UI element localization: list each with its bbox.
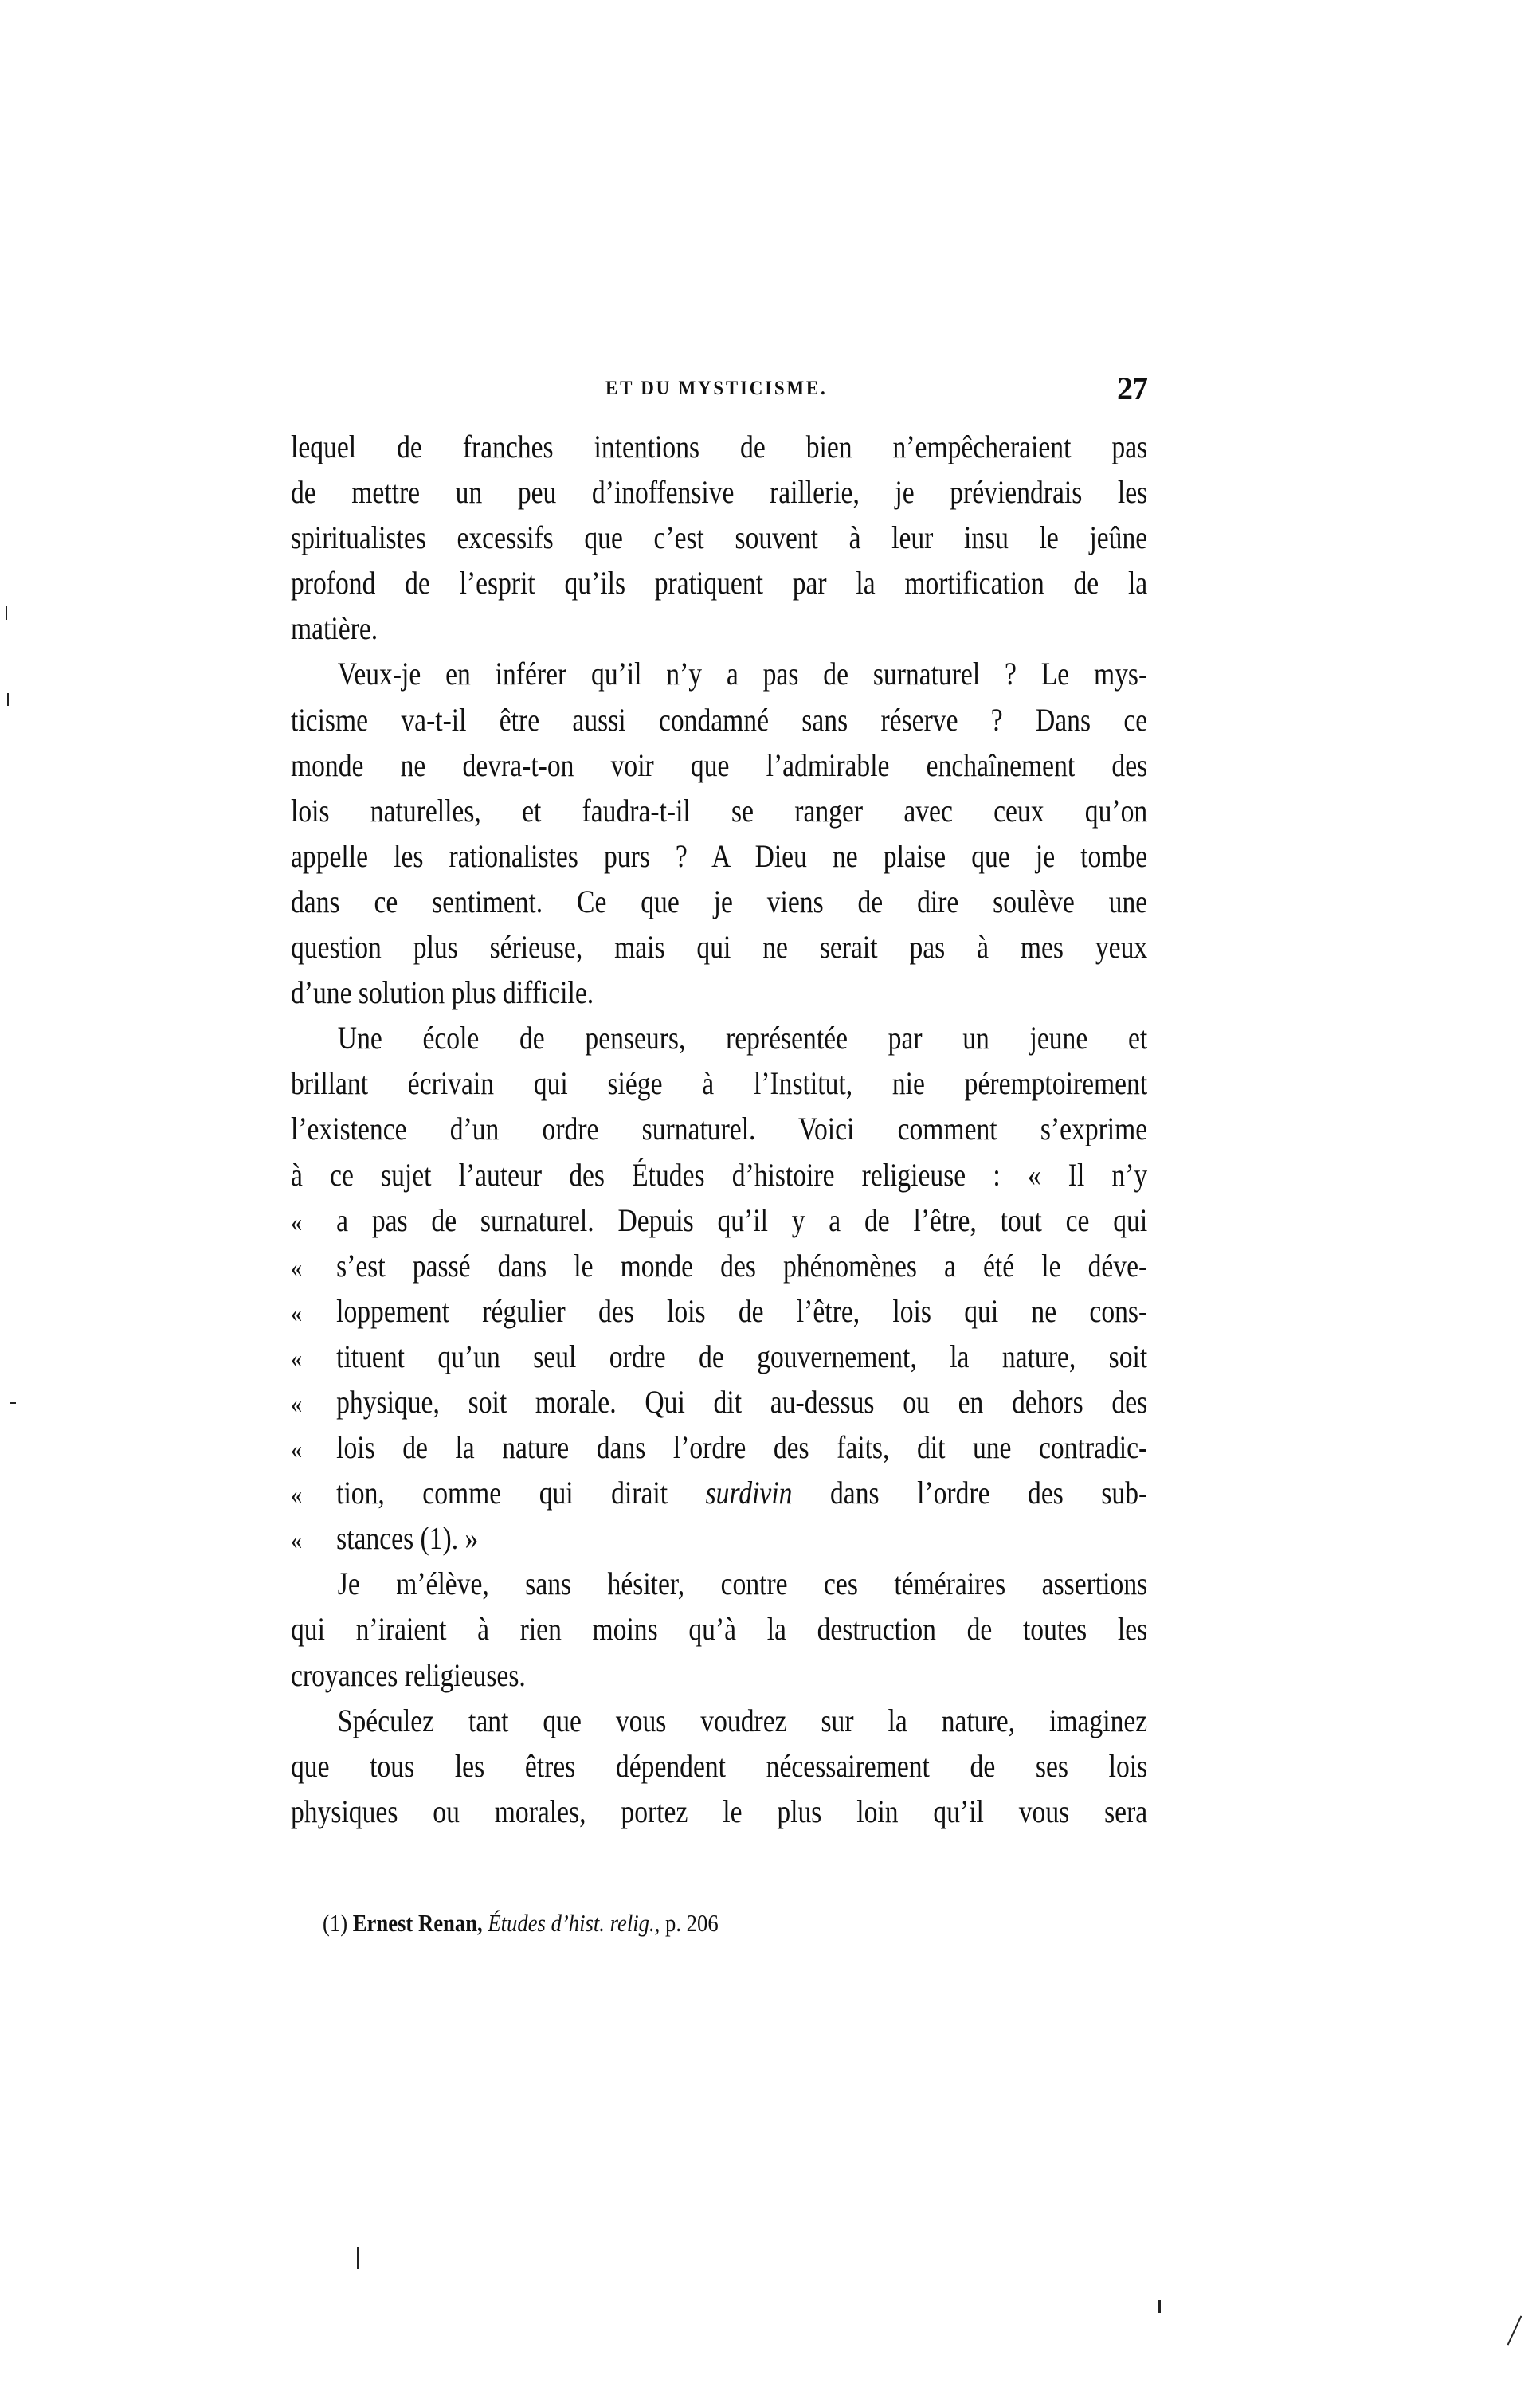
quoted-text-after: dans l’ordre des sub- (792, 1475, 1148, 1511)
running-head (291, 370, 1147, 408)
text-line: Une école de penseurs, représentée par un jeune et (337, 1020, 1148, 1056)
text-line: brillant écrivain qui siége à l’Institut, nie péremptoirement (291, 1065, 1148, 1102)
page-number: 27 (1117, 370, 1147, 406)
text-line: de mettre un peu d’inoffensive raillerie, je préviendrais les (291, 474, 1148, 511)
text-line: dans ce sentiment. Ce que je viens de dire soulève une (291, 883, 1148, 919)
quoted-text: physique, soit morale. Qui dit au-dessus ou en dehors des (336, 1383, 1148, 1420)
text-line: physiques ou morales, portez le plus loin qu’il vous sera (291, 1793, 1148, 1829)
text-line: Veux-je en inférer qu’il n’y a pas de surnaturel ? Le mys- (337, 656, 1148, 692)
quoted-line (291, 1288, 1147, 1334)
text-line: profond de l’esprit qu’ils pratiquent par la mortification de la (291, 565, 1148, 602)
block-quotation (291, 1197, 1147, 1562)
footnote-work-title: Études d’hist. relig., (488, 1909, 660, 1937)
text-line: Spéculez tant que vous voudrez sur la nature, imaginez (337, 1702, 1148, 1738)
paragraph (291, 1561, 1147, 1697)
scan-speck (7, 693, 9, 706)
paragraph (291, 1698, 1147, 1834)
quoted-line (291, 1379, 1147, 1425)
guillemet-mark: « (291, 1526, 303, 1556)
quoted-line (291, 1243, 1147, 1288)
italic-term: surdivin (705, 1475, 793, 1511)
quoted-text (336, 1470, 1147, 1515)
text-line: croyances religieuses. (291, 1656, 526, 1693)
text-line: lequel de franches intentions de bien n’empêcheraient pas (291, 429, 1148, 464)
scan-speck (6, 606, 7, 620)
guillemet-mark: « (291, 1435, 303, 1465)
scan-speck (357, 2247, 359, 2269)
guillemet-mark: « (291, 1389, 303, 1419)
text-line: spiritualistes excessifs que c’est souvent à leur insu le jeûne (291, 519, 1148, 556)
scan-speck (1507, 2315, 1522, 2345)
text-line: Je m’élève, sans hésiter, contre ces téméraires assertions (337, 1566, 1148, 1602)
text-line: à ce sujet l’auteur des Études d’histoire religieuse : « Il n’y (291, 1156, 1148, 1193)
guillemet-mark: « (291, 1252, 303, 1283)
paragraph (291, 424, 1147, 651)
text-line: question plus sérieuse, mais qui ne serait pas à mes yeux (291, 929, 1148, 966)
text-line: d’une solution plus difficile. (291, 974, 594, 1011)
quoted-text: tituent qu’un seul ordre de gouvernement, la nature, soit (336, 1338, 1148, 1374)
quoted-line (291, 1425, 1147, 1470)
text-line: matière. (291, 610, 378, 647)
footnote-marker: (1) (323, 1909, 348, 1937)
paragraph (291, 651, 1147, 1015)
text-line: lois naturelles, et faudra-t-il se ranger avec ceux qu’on (291, 792, 1148, 829)
quoted-text: a pas de surnaturel. Depuis qu’il y a de l’être, tout ce qui (336, 1201, 1148, 1238)
guillemet-mark: « (291, 1480, 303, 1511)
running-title: ET DU MYSTICISME. (605, 378, 828, 399)
quoted-text: s’est passé dans le monde des phénomènes a été le déve- (336, 1247, 1148, 1284)
scan-speck (1158, 2300, 1161, 2313)
quoted-text: stances (1). » (336, 1520, 479, 1557)
guillemet-mark: « (291, 1343, 303, 1374)
quoted-text: loppement régulier des lois de l’être, lois qui ne cons- (336, 1292, 1148, 1329)
footnote-page: p. 206 (665, 1909, 719, 1937)
text-line: que tous les êtres dépendent nécessairement de ses lois (291, 1747, 1148, 1784)
footnote (323, 1909, 719, 1938)
footnote-author: Ernest Renan, (352, 1909, 483, 1937)
paragraph (291, 1015, 1147, 1197)
quoted-line (291, 1197, 1147, 1243)
text-line: monde ne devra-t-on voir que l’admirable enchaînement des (291, 747, 1148, 783)
body-text (291, 424, 1147, 1834)
guillemet-mark: « (291, 1207, 303, 1237)
quoted-text: lois de la nature dans l’ordre des faits, dit une contradic- (336, 1429, 1148, 1466)
quoted-line (291, 1515, 1147, 1561)
text-line: l’existence d’un ordre surnaturel. Voici comment s’exprime (291, 1111, 1148, 1147)
scan-speck (10, 1402, 16, 1404)
quoted-text-before: tion, comme qui dirait (336, 1475, 706, 1511)
guillemet-mark: « (291, 1298, 303, 1328)
quoted-line (291, 1470, 1147, 1515)
quoted-line (291, 1334, 1147, 1379)
text-line: qui n’iraient à rien moins qu’à la destruction de toutes les (291, 1611, 1148, 1648)
text-line: ticisme va-t-il être aussi condamné sans réserve ? Dans ce (291, 701, 1148, 738)
text-line: appelle les rationalistes purs ? A Dieu ne plaise que je tombe (291, 837, 1148, 874)
